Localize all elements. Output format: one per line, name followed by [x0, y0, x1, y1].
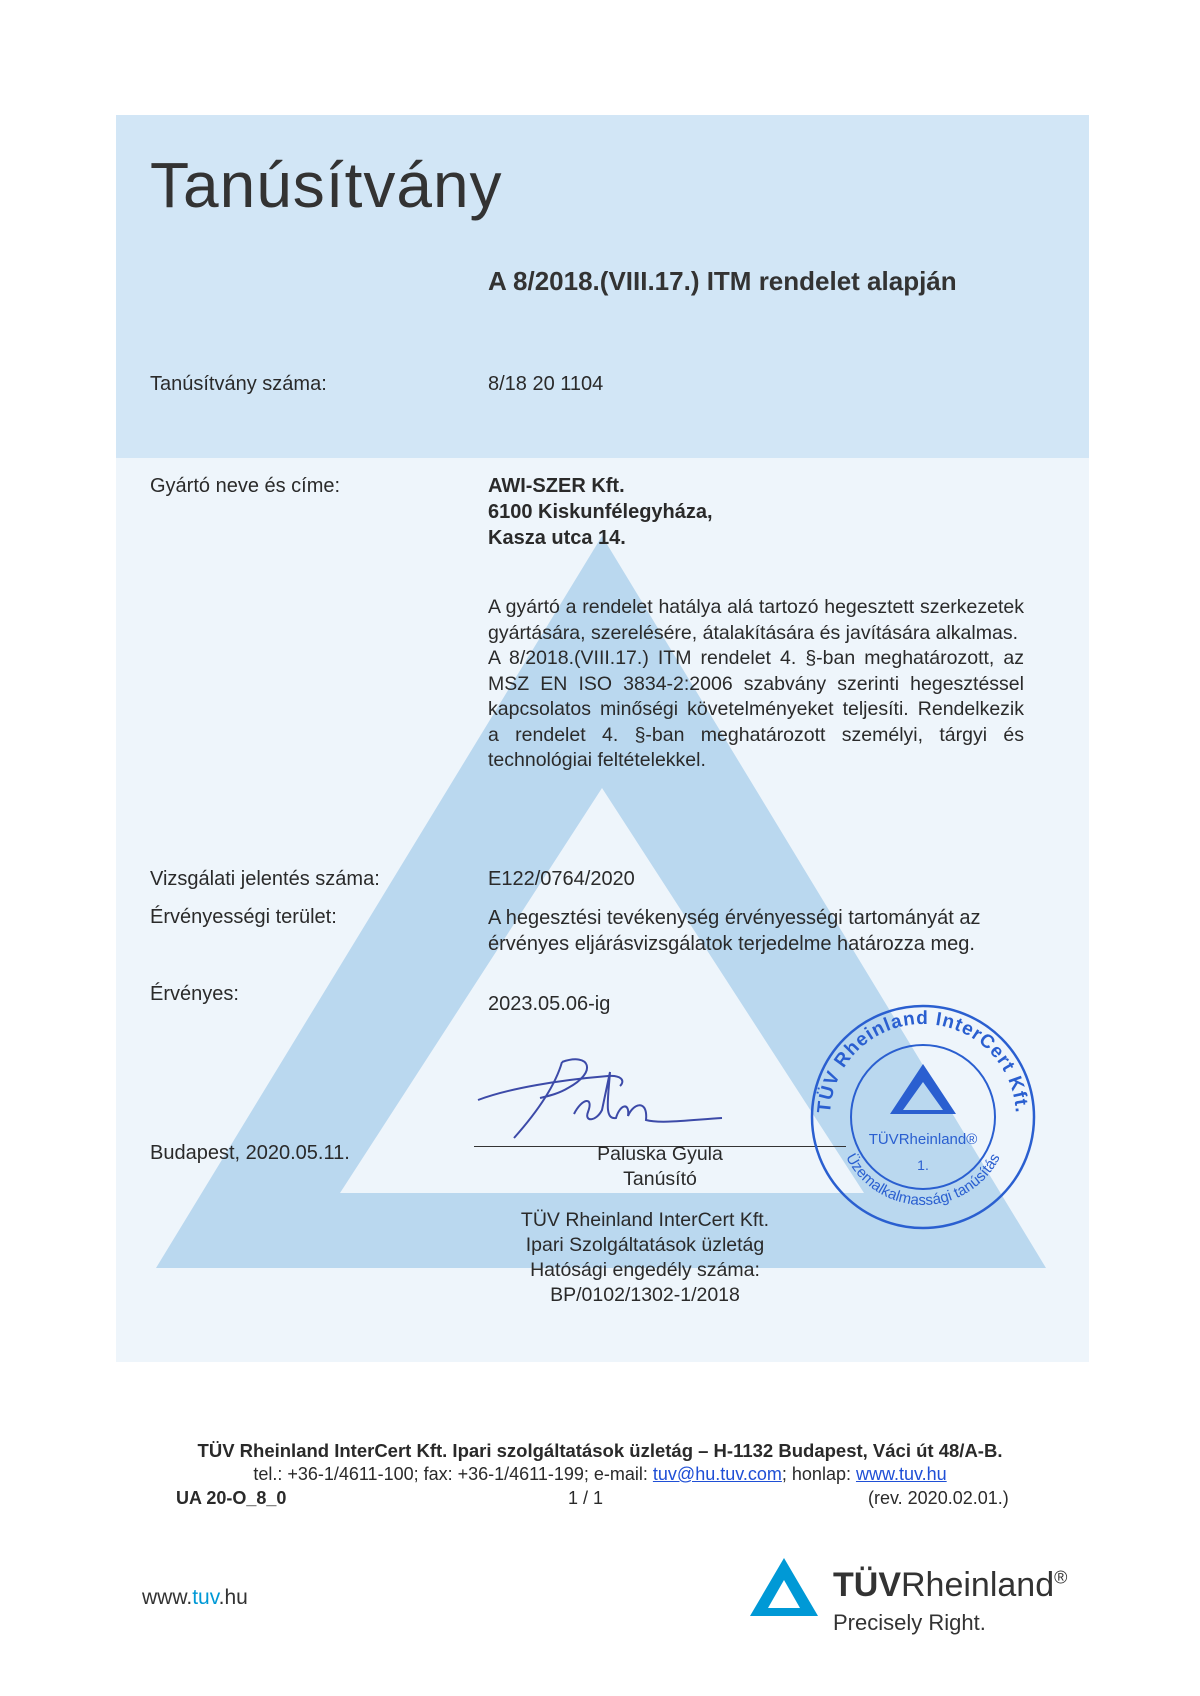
issuer-line1: TÜV Rheinland InterCert Kft. — [520, 1209, 770, 1231]
url-suffix: .hu — [218, 1586, 248, 1609]
logo-rest: Rheinland — [901, 1566, 1055, 1604]
place-date: Budapest, 2020.05.11. — [150, 1142, 350, 1164]
statement-paragraph-1: A gyártó a rendelet hatálya alá tartozó hegesztett szerkezetek gyártására, szerelésére, átalakítására és javítására alkalmas. — [488, 596, 1024, 644]
issuer-line3: Hatósági engedély száma: — [530, 1259, 760, 1281]
signature — [470, 1040, 730, 1150]
footer-doc-code: UA 20-O_8_0 — [176, 1488, 287, 1508]
signatory-block — [540, 1142, 780, 1192]
issuer-line2: Ipari Szolgáltatások üzletág — [525, 1234, 765, 1256]
validity-value: 2023.05.06-ig — [488, 993, 611, 1015]
stamp-top-text: TÜV Rheinland InterCert Kft. — [813, 1007, 1032, 1115]
report-value: E122/0764/2020 — [488, 868, 635, 890]
scope-value: A hegesztési tevékenység érvényességi tartományát az érvényes eljárásvizsgálatok terjedelme határozza meg. — [488, 907, 981, 955]
signatory-name: Paluska Gyula — [597, 1143, 723, 1165]
scope-label: Érvényességi terület: — [150, 906, 337, 928]
brand-tagline: Precisely Right. — [833, 1610, 986, 1635]
footer-revision: (rev. 2020.02.01.) — [868, 1488, 1009, 1508]
footer-page: 1 / 1 — [568, 1488, 604, 1508]
validity-label: Érvényes: — [150, 983, 239, 1005]
manufacturer-address-line2: Kasza utca 14. — [488, 527, 626, 549]
footer-homepage-prefix: ; honlap: — [781, 1464, 856, 1484]
stamp-bottom-text: Üzemalkalmassági tanúsítás — [842, 1150, 1004, 1209]
page-title: Tanúsítvány — [150, 149, 503, 221]
certificate-number-value: 8/18 20 1104 — [488, 373, 604, 395]
stamp-seal — [808, 1002, 1038, 1232]
url-prefix: www. — [142, 1586, 193, 1609]
signatory-role: Tanúsító — [623, 1168, 697, 1190]
website-url[interactable] — [142, 1586, 248, 1610]
url-accent: tuv — [192, 1586, 219, 1609]
footer-contact — [150, 1464, 1050, 1485]
footer-homepage-link[interactable]: www.tuv.hu — [855, 1464, 947, 1484]
certificate-number-label: Tanúsítvány száma: — [150, 373, 327, 395]
logo-bold: TÜV — [833, 1566, 901, 1604]
footer-address: TÜV Rheinland InterCert Kft. Ipari szolgáltatások üzletág – H-1132 Budapest, Váci út 48/A-B. — [197, 1440, 1003, 1461]
logo-registered: ® — [1054, 1567, 1068, 1588]
stamp-brand: TÜVRheinland® — [868, 1131, 978, 1148]
issuer-block — [480, 1208, 810, 1308]
footer-tel: tel.: +36-1/4611-100; fax: +36-1/4611-199; e-mail: — [253, 1464, 653, 1484]
brand-logo-text — [833, 1566, 1067, 1605]
manufacturer-address-line1: 6100 Kiskunfélegyháza, — [488, 501, 713, 523]
issuer-line4: BP/0102/1302-1/2018 — [550, 1284, 740, 1306]
tuv-logo-icon — [748, 1556, 820, 1618]
footer-email-link[interactable]: tuv@hu.tuv.com — [652, 1464, 782, 1484]
statement-paragraph-2: A 8/2018.(VIII.17.) ITM rendelet 4. §-ban meghatározott, az MSZ EN ISO 3834-2:2006 szabvány szerinti hegesztéssel kapcsolatos minőségi követelményeket teljesíti. Rendelkezik a rendelet 4. §-ban meghatározott személyi, tárgyi és technológiai feltételekkel. — [488, 647, 1024, 771]
statement-text — [488, 595, 1024, 774]
report-label: Vizsgálati jelentés száma: — [150, 868, 380, 890]
manufacturer-name: AWI-SZER Kft. — [488, 475, 625, 497]
manufacturer-label: Gyártó neve és címe: — [150, 475, 341, 497]
stamp-number: 1. — [917, 1157, 929, 1173]
page-subtitle: A 8/2018.(VIII.17.) ITM rendelet alapján — [488, 266, 957, 296]
stamp-triangle-icon — [890, 1064, 956, 1114]
svg-text:TÜV Rheinland InterCert Kft. — [814, 1008, 1032, 1114]
